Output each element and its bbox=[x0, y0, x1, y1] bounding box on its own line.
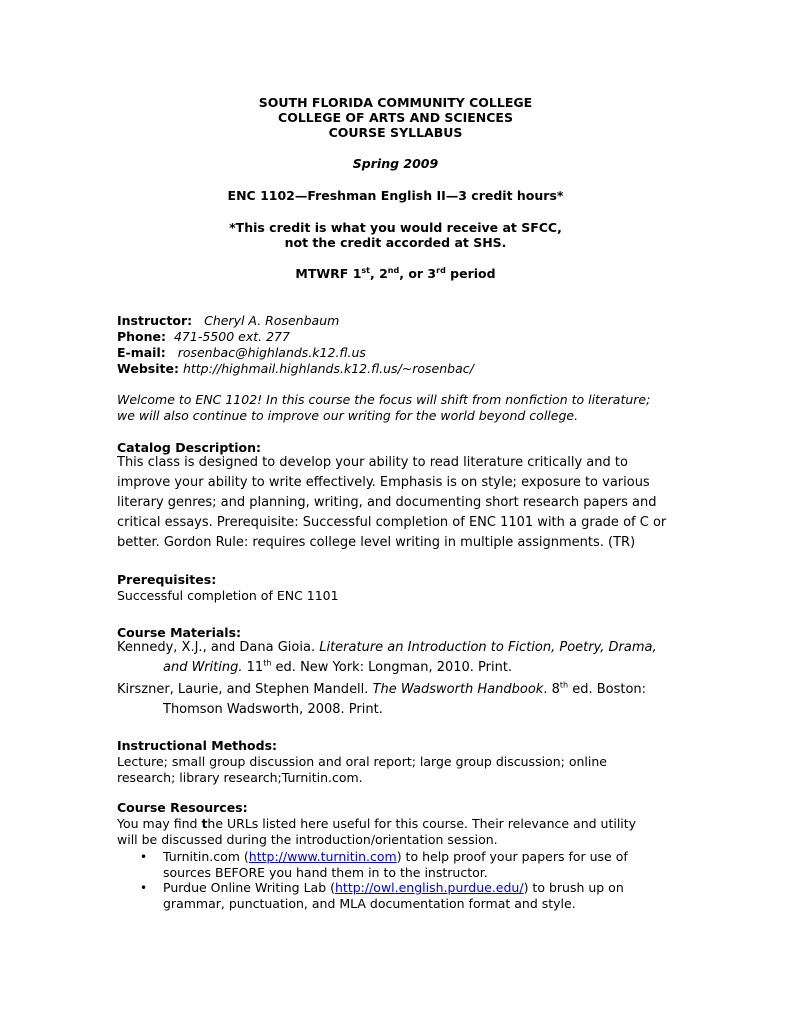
schedule: MTWRF 1st, 2nd, or 3rd period bbox=[295, 265, 496, 281]
resources-intro-line2: will be discussed during the introduction/orientation session. bbox=[117, 832, 498, 847]
website-value: http://highmail.highlands.k12.fl.us/~rosenbac/ bbox=[182, 361, 474, 376]
credit-note-line1: *This credit is what you would receive at SFCC, bbox=[229, 220, 562, 235]
website-label: Website: bbox=[117, 361, 179, 376]
instructor-value: Cheryl A. Rosenbaum bbox=[204, 313, 340, 328]
email-value: rosenbac@highlands.k12.fl.us bbox=[177, 345, 366, 360]
book1-line2: and Writing. 11th ed. New York: Longman, 2010. Print. bbox=[163, 658, 513, 675]
phone-line bbox=[117, 329, 290, 345]
turnitin-link[interactable]: http://www.turnitin.com bbox=[248, 849, 397, 864]
catalog-line: critical essays. Prerequisite: Successful completion of ENC 1101 with a grade of C or bbox=[117, 515, 667, 530]
prereq-text: Successful completion of ENC 1101 bbox=[117, 588, 339, 603]
instructor-line bbox=[117, 313, 339, 329]
catalog-line: literary genres; and planning, writing, and documenting short research papers and bbox=[117, 495, 657, 510]
catalog-line: better. Gordon Rule: requires college level writing in multiple assignments. (TR) bbox=[117, 535, 636, 550]
catalog-line: improve your ability to write effectively. Emphasis is on style; exposure to various bbox=[117, 475, 650, 490]
resource-item-purdue-owl: Purdue Online Writing Lab (http://owl.english.purdue.edu/) to brush up on bbox=[163, 880, 624, 895]
resource-item-purdue-owl-line2: grammar, punctuation, and MLA documentation format and style. bbox=[163, 896, 576, 911]
purdue-owl-link[interactable]: http://owl.english.purdue.edu/ bbox=[335, 880, 524, 895]
materials-heading: Course Materials: bbox=[117, 625, 242, 640]
bullet-icon: • bbox=[140, 881, 148, 895]
resource-item-turnitin-line2: sources BEFORE you hand them in to the instructor. bbox=[163, 865, 488, 880]
book1-line1: Kennedy, X.J., and Dana Gioia. Literature an Introduction to Fiction, Poetry, Drama, bbox=[117, 640, 657, 655]
website-line bbox=[117, 361, 474, 377]
college-name: SOUTH FLORIDA COMMUNITY COLLEGE bbox=[258, 95, 533, 110]
division-name: COLLEGE OF ARTS AND SCIENCES bbox=[278, 110, 513, 125]
credit-note-line2: not the credit accorded at SHS. bbox=[284, 235, 507, 250]
book2-line1: Kirszner, Laurie, and Stephen Mandell. The Wadsworth Handbook. 8th ed. Boston: bbox=[117, 680, 647, 697]
phone-label: Phone: bbox=[117, 329, 167, 344]
catalog-line: This class is designed to develop your ability to read literature critically and to bbox=[117, 455, 628, 470]
methods-line2: research; library research;Turnitin.com. bbox=[117, 770, 363, 785]
resource-item-turnitin: Turnitin.com (http://www.turnitin.com) to help proof your papers for use of bbox=[163, 849, 628, 864]
methods-heading: Instructional Methods: bbox=[117, 738, 278, 753]
resources-intro-line1: You may find the URLs listed here useful for this course. Their relevance and utility bbox=[117, 816, 637, 831]
methods-line1: Lecture; small group discussion and oral report; large group discussion; online bbox=[117, 754, 607, 769]
book2-line2: Thomson Wadsworth, 2008. Print. bbox=[163, 702, 383, 717]
welcome-line1: Welcome to ENC 1102! In this course the focus will shift from nonfiction to literature; bbox=[117, 392, 651, 407]
prereq-heading: Prerequisites: bbox=[117, 572, 217, 587]
bullet-icon: • bbox=[140, 850, 148, 864]
welcome-line2: we will also continue to improve our writing for the world beyond college. bbox=[117, 408, 579, 423]
phone-value: 471-5500 ext. 277 bbox=[173, 329, 290, 344]
document-type: COURSE SYLLABUS bbox=[328, 125, 463, 140]
email-label: E-mail: bbox=[117, 345, 166, 360]
term: Spring 2009 bbox=[352, 156, 439, 171]
instructor-label: Instructor: bbox=[117, 313, 193, 328]
email-line bbox=[117, 345, 366, 361]
resources-heading: Course Resources: bbox=[117, 800, 248, 815]
catalog-heading: Catalog Description: bbox=[117, 440, 262, 455]
course-title: ENC 1102—Freshman English II—3 credit hours* bbox=[227, 188, 564, 203]
